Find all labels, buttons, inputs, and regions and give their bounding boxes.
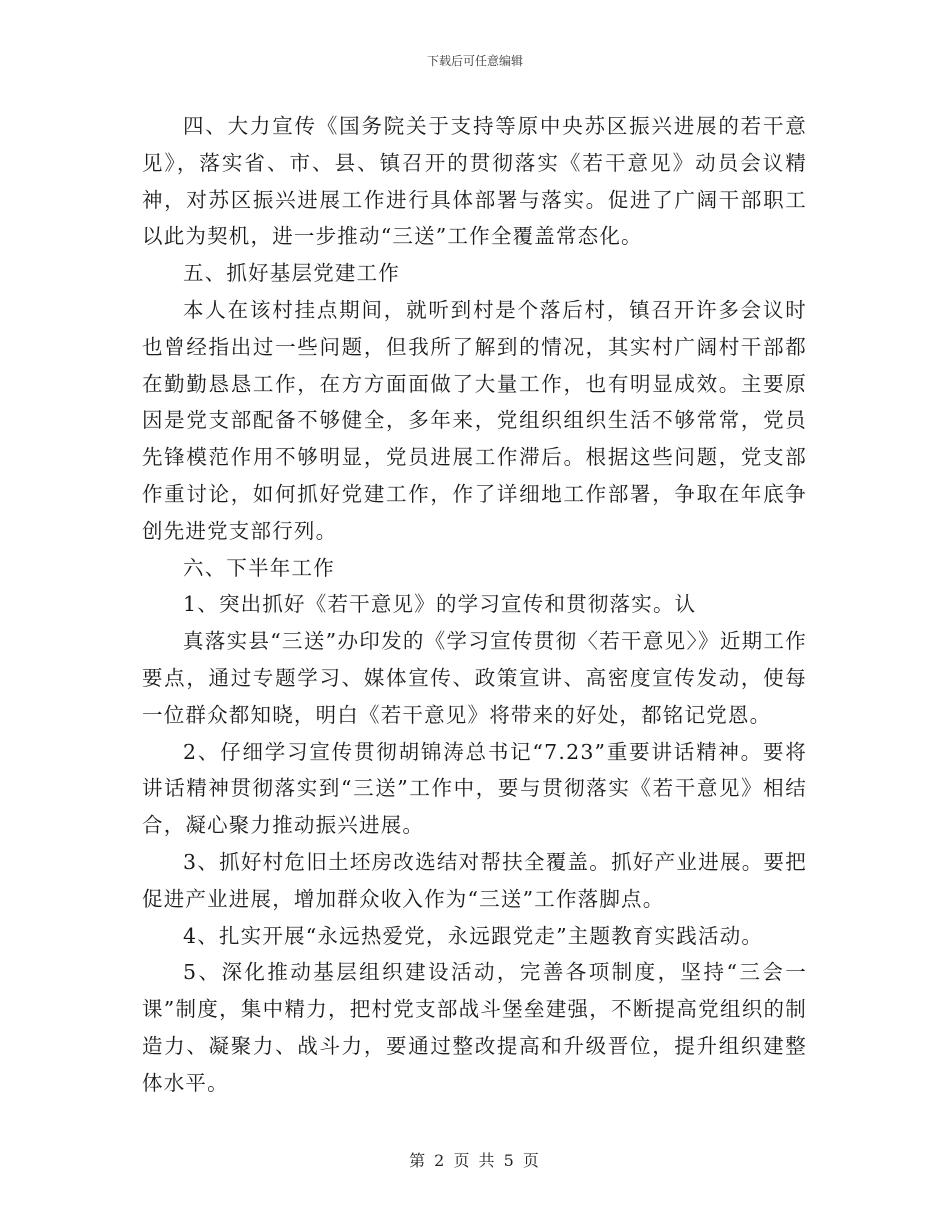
list-item-2: 2、仔细学习宣传贯彻胡锦涛总书记“7.23”重要讲话精神。要将讲话精神贯彻落实到“三送”工作中，要与贯彻落实《若干意见》相结合，凝心聚力推动振兴进展。: [142, 739, 807, 838]
paragraph-party-building: 本人在该村挂点期间，就听到村是个落后村，镇召开许多会议时也曾经指出过一些问题，但我所了解到的情况，其实村广阔村干部都在勤勤恳恳工作，在方方面面做了大量工作，也有明显成效。主要原因是党支部配备不够健全，多年来，党组织组织生活不够常常，党员先锋模范作用不够明显，党员进展工作滞后。根据这些问题，党支部作重讨论，如何抓好党建工作，作了详细地工作部署，争取在年底争创先进党支部行列。: [142, 297, 807, 543]
list-item-1-body: 真落实县“三送”办印发的《学习宣传贯彻〈若干意见〉》近期工作要点，通过专题学习、媒体宣传、政策宣讲、高密度宣传发动，使每一位群众都知晓，明白《若干意见》将带来的好处，都铭记党恩。: [142, 629, 807, 727]
heading-section-five: 五、抓好基层党建工作: [183, 261, 400, 286]
list-item-1-title: 1、突出抓好《若干意见》的学习宣传和贯彻落实。认: [183, 592, 697, 617]
document-body: [142, 108, 807, 1102]
list-item-5: 5、深化推动基层组织建设活动，完善各项制度，坚持“三会一课”制度，集中精力，把村党支部战斗堡垒建强，不断提高党组织的制造力、凝聚力、战斗力，要通过整改提高和升级晋位，提升组织建整体水平。: [142, 960, 807, 1095]
page-header-note: 下载后可任意编辑: [426, 54, 523, 68]
page-number: 第 2 页 共 5 页: [409, 1151, 541, 1170]
list-item-3: 3、抓好村危旧土坯房改选结对帮扶全覆盖。抓好产业进展。要把促进产业进展，增加群众收入作为“三送”工作落脚点。: [142, 849, 807, 911]
paragraph-section-four: 四、大力宣传《国务院关于支持等原中央苏区振兴进展的若干意见》，落实省、市、县、镇召开的贯彻落实《若干意见》动员会议精神，对苏区振兴进展工作进行具体部署与落实。促进了广阔干部职工以此为契机，进一步推动“三送”工作全覆盖常态化。: [142, 114, 807, 249]
list-item-4: 4、扎实开展“永远热爱党，永远跟党走”主题教育实践活动。: [183, 923, 764, 948]
heading-section-six: 六、下半年工作: [183, 555, 335, 580]
